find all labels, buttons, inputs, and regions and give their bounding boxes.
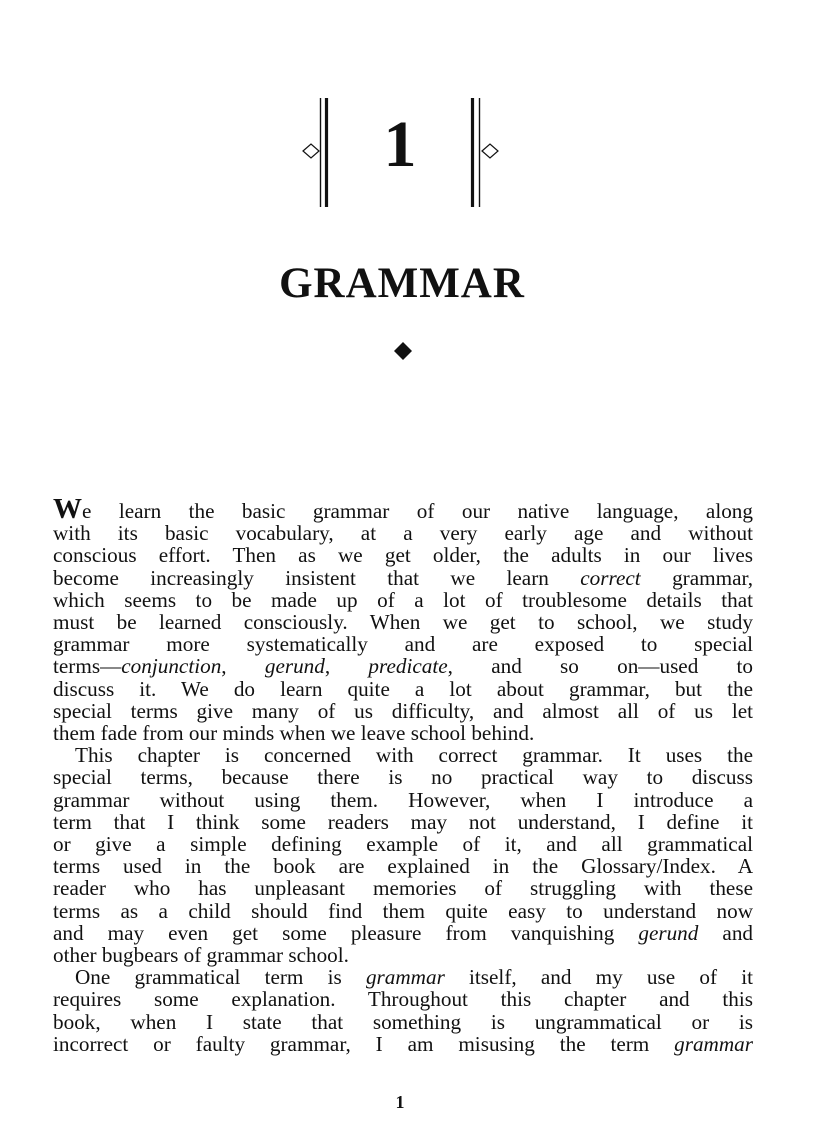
right-rule-ornament <box>473 98 499 207</box>
text-line: terms as a child should find them quite easy to understand now <box>53 898 753 923</box>
page-number: 1 <box>395 1092 405 1112</box>
chapter-number: 1 <box>383 108 417 181</box>
text-segment: and <box>698 920 754 945</box>
text-segment: and may even get some pleasure from vanquishing <box>53 920 639 945</box>
text-line: terms used in the book are explained in the Glossary/Index. A <box>53 854 753 879</box>
text-line: requires some explanation. Throughout this chapter and this <box>53 987 753 1012</box>
text-line: must be learned consciously. When we get to school, we study <box>53 610 753 635</box>
text-line: or give a simple defining example of it, and all grammatical <box>53 832 753 857</box>
paragraph-2 <box>53 744 753 966</box>
text-line: conscious effort. Then as we get older, the adults in our lives <box>53 543 753 568</box>
paragraph-3 <box>53 966 753 1055</box>
body-text <box>53 493 754 1056</box>
text-line: reader who has unpleasant memories of struggling with these <box>53 876 753 901</box>
text-line: them fade from our minds when we leave school behind. <box>53 721 535 746</box>
text-segment: itself, and my use of it <box>444 965 753 990</box>
italic-term: gerund <box>264 654 325 679</box>
chapter-title: GRAMMAR <box>279 260 525 307</box>
text-segment: One grammatical term is <box>75 965 366 990</box>
text-line: book, when I state that something is ungrammatical or is <box>53 1009 753 1034</box>
italic-term: conjunction <box>121 654 222 679</box>
text-line: which seems to be made up of a lot of troublesome details that <box>53 587 753 612</box>
text-line: term that I think some readers may not understand, I define it <box>53 809 753 834</box>
italic-term: gerund <box>638 920 699 945</box>
text-line: discuss it. We do learn quite a lot about grammar, but the <box>53 676 753 701</box>
text-segment: , and so on—used to <box>447 654 754 679</box>
italic-term: grammar <box>674 1031 753 1056</box>
text-line: grammar more systematically and are exposed to special <box>53 632 753 657</box>
text-segment: incorrect or faulty grammar, I am misusing the term <box>53 1031 675 1056</box>
text-line: special terms, because there is no practical way to discuss <box>53 765 753 790</box>
text-line: grammar without using them. However, when I introduce a <box>53 787 753 812</box>
left-rule-ornament <box>303 98 327 207</box>
left-diamond-icon <box>303 144 319 158</box>
text-segment: become increasingly insistent that we learn <box>53 565 581 590</box>
text-segment: grammar, <box>640 565 753 590</box>
paragraph-1 <box>53 493 754 746</box>
diamond-icon <box>393 341 413 361</box>
right-diamond-icon <box>482 144 498 158</box>
text-line: This chapter is concerned with correct grammar. It uses the <box>75 743 753 768</box>
text-line: other bugbears of grammar school. <box>53 943 349 968</box>
drop-cap: W <box>53 493 82 525</box>
text-segment: , <box>324 654 369 679</box>
text-segment: terms— <box>53 654 122 679</box>
text-line: with its basic vocabulary, at a very early age and without <box>53 521 753 546</box>
text-line: e learn the basic grammar of our native language, along <box>82 499 753 523</box>
italic-term: predicate <box>368 654 448 679</box>
italic-term: grammar <box>365 965 445 990</box>
text-line: special terms give many of us difficulty, and almost all of us let <box>53 698 753 723</box>
text-segment: , <box>221 654 265 679</box>
italic-term: correct <box>580 565 641 590</box>
